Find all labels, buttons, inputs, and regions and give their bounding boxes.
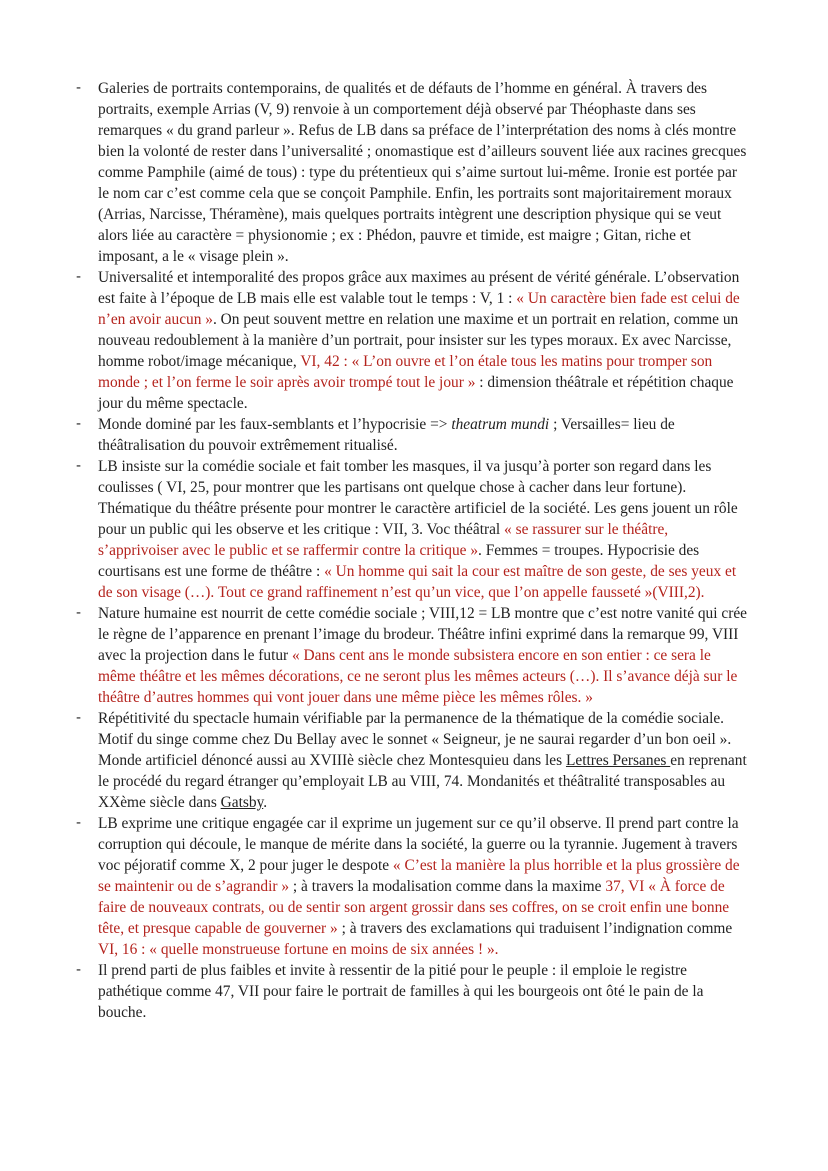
list-item [0, 414, 828, 456]
body-text: ; Versailles= lieu de théâtralisation du pouvoir extrêmement ritualisé. [98, 416, 675, 454]
bullet-dash-icon: - [76, 80, 82, 96]
body-text: . On peut souvent mettre en relation une maxime et un portrait en relation, comme un nouveau redoublement à la manière d’un portrait, pour insister sur les types moraux. Ex avec Narcisse, homme robot/image mécanique, [98, 311, 739, 370]
list-item [0, 603, 828, 708]
list-item [0, 267, 828, 414]
list-item [0, 960, 828, 1023]
quote-text: VI, 16 : « quelle monstrueuse fortune en moins de six années ! ». [98, 941, 499, 958]
bullet-dash-icon: - [76, 710, 82, 726]
quote-text: 37, VI « À force de faire de nouveaux contrats, ou de sentir son argent grossir dans ses coffres, on se croit enfin une bonne tête, et presque capable de gouverner » [98, 878, 730, 937]
body-text: en reprenant le procédé du regard étranger qu’employait LB au VIII, 74. Mondanités et théâtralité transposables au XXème siècle dans [98, 752, 747, 811]
bullet-list [0, 78, 828, 1023]
body-text: Nature humaine est nourrit de cette comédie sociale ; VIII,12 = LB montre que c’est notre vanité qui crée le règne de l’apparence en prenant l’image du brodeur. Théâtre infini exprimé dans la remarque 99, VIII avec la projection dans le futur [98, 605, 747, 664]
body-text: ; à travers la modalisation comme dans la maxime [289, 878, 606, 895]
quote-text: « se rassurer sur le théâtre, s’apprivoiser avec le public et se raffermir contre la critique » [98, 521, 669, 559]
list-item [0, 78, 828, 267]
quote-text: « Un homme qui sait la cour est maître de son geste, de ses yeux et de son visage (…). Tout ce grand raffinement n’est qu’un vice, que l’on appelle fausseté »(VIII,2). [98, 563, 737, 601]
body-text: LB exprime une critique engagée car il exprime un jugement sur ce qu’il observe. Il prend part contre la corruption qui découle, le manque de mérite dans la société, la guerre ou la tyrannie. Jugement à travers voc péjoratif comme X, 2 pour juger le despote [98, 815, 739, 874]
body-text: Il prend parti de plus faibles et invite à ressentir de la pitié pour le peuple : il emploie le registre pathétique comme 47, VII pour faire le portrait de familles à qui les bourgeois ont ôté le pain de la bouche. [98, 962, 704, 1021]
quote-text: « Un caractère bien fade est celui de n’en avoir aucun » [98, 290, 740, 328]
list-item [0, 708, 828, 813]
body-text: theatrum mundi [451, 416, 550, 433]
bullet-dash-icon: - [76, 269, 82, 285]
body-text: Universalité et intemporalité des propos grâce aux maximes au présent de vérité générale. L’observation est faite à l’époque de LB mais elle est valable tout le temps : V, 1 : [98, 269, 740, 307]
body-text: : dimension théâtrale et répétition chaque jour du même spectacle. [98, 374, 734, 412]
quote-text: VI, 42 : « L’on ouvre et l’on étale tous les matins pour tromper son monde ; et l’on ferme le soir après avoir trompé tout le jour » [98, 353, 713, 391]
body-text: Répétitivité du spectacle humain vérifiable par la permanence de la thématique de la comédie sociale. Motif du singe comme chez Du Bellay avec le sonnet « Seigneur, je ne saurai regarder d’un bon oeil ». Monde artificiel dénoncé aussi au XVIIIè siècle chez Montesquieu dans les [98, 710, 732, 769]
body-text: ; à travers des exclamations qui traduisent l’indignation comme [337, 920, 733, 937]
bullet-dash-icon: - [76, 815, 82, 831]
bullet-dash-icon: - [76, 962, 82, 978]
quote-text: « C’est la manière la plus horrible et la plus grossière de se maintenir ou de s’agrandir » [98, 857, 740, 895]
list-item [0, 813, 828, 960]
bullet-dash-icon: - [76, 416, 82, 432]
quote-text: « Dans cent ans le monde subsistera encore en son entier : ce sera le même théâtre et les mêmes décorations, ce ne seront plus les mêmes acteurs (…). Il s’avance déjà sur le théâtre d’autres hommes qui vont jouer dans une même pièce les mêmes rôles. » [98, 647, 738, 706]
body-text: Gatsby [220, 794, 264, 811]
body-text: . Femmes = troupes. Hypocrisie des courtisans est une forme de théâtre : [98, 542, 700, 580]
bullet-dash-icon: - [76, 458, 82, 474]
body-text: Galeries de portraits contemporains, de qualités et de défauts de l’homme en général. À travers des portraits, exemple Arrias (V, 9) renvoie à un comportement déjà observé par Théophaste dans ses remarques « du grand parleur ». Refus de LB dans sa préface de l’interprétation des noms à clés montre bien la volonté de rester dans l’universalité ; onomastique est d’ailleurs souvent liée aux racines grecques comme Pamphile (aimé de tous) : type du prétentieux qui s’aime surtout lui-même. Ironie est portée par le nom car c’est comme cela que se conçoit Pamphile. Enfin, les portraits sont majoritairement moraux (Arrias, Narcisse, Théramène), mais quelques portraits intègrent une description physique qui se veut alors liée au caractère = physionomie ; ex : Phédon, pauvre et timide, est maigre ; Gitan, riche et imposant, a le « visage plein ». [98, 80, 747, 265]
list-item [0, 456, 828, 603]
body-text: Monde dominé par les faux-semblants et l’hypocrisie => [98, 416, 452, 433]
body-text: LB insiste sur la comédie sociale et fait tomber les masques, il va jusqu’à porter son regard dans les coulisses ( VI, 25, pour montrer que les partisans ont quelque chose à cacher dans leur fortune). Thématique du théâtre présente pour montrer le caractère artificiel de la société. Les gens jouent un rôle pour un public qui les observe et les critique : VII, 3. Voc théâtral [98, 458, 738, 538]
document-page [0, 78, 828, 1023]
body-text: Lettres Persanes [565, 752, 671, 769]
body-text: . [263, 794, 268, 811]
bullet-dash-icon: - [76, 605, 82, 621]
